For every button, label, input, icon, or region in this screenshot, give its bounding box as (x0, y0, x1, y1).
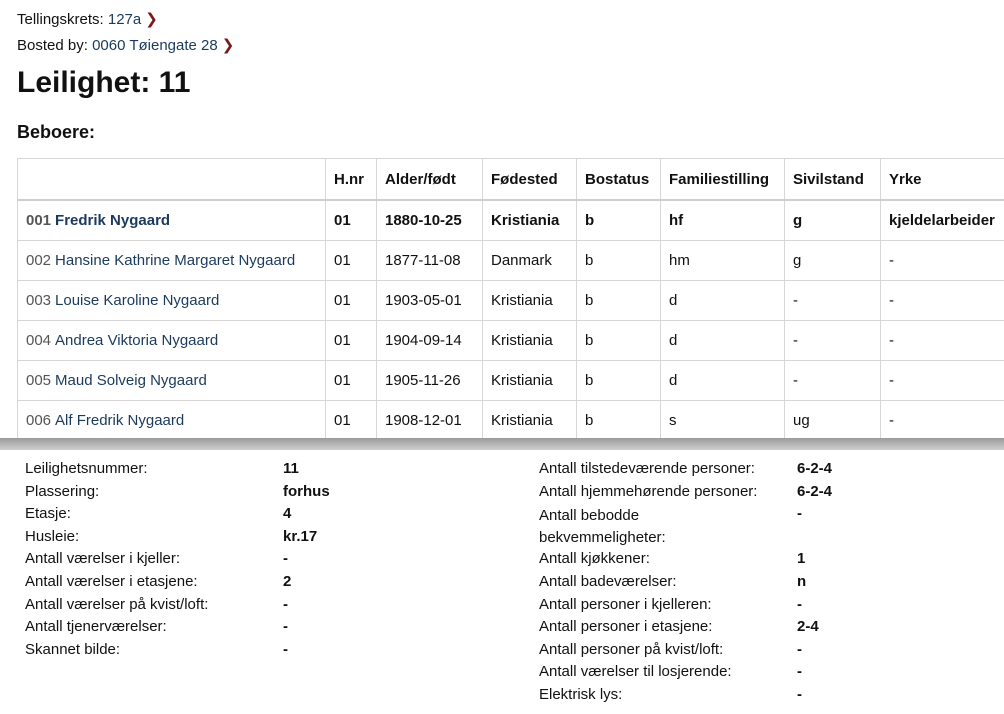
bosted-link[interactable]: 0060 Tøiengate 28 (92, 37, 218, 54)
tellingskrets-label: Tellingskrets: (17, 11, 104, 28)
chevron-right-icon[interactable]: ❯ (145, 11, 158, 28)
cell-hnr: 01 (326, 241, 377, 281)
info-value: - (797, 686, 802, 703)
info-label: Etasje: (25, 505, 71, 522)
cell-civil: ug (785, 401, 881, 441)
info-label: Antall personer i etasjene: (539, 618, 713, 635)
cell-family: d (661, 321, 785, 361)
table-row (18, 361, 1004, 401)
cell-birthplace: Kristiania (483, 321, 577, 361)
cell-family: hf (661, 200, 785, 241)
cell-birthplace: Kristiania (483, 281, 577, 321)
info-value: 6-2-4 (797, 460, 833, 477)
info-value: 1 (797, 550, 806, 567)
info-value: - (797, 663, 802, 680)
breadcrumb-bosted (17, 36, 234, 54)
info-value: - (797, 596, 802, 613)
person-id: 005 (26, 372, 52, 389)
cell-birthplace: Kristiania (483, 200, 577, 241)
cell-born: 1877-11-08 (377, 241, 483, 281)
info-label: Antall badeværelser: (539, 573, 677, 590)
cell-birthplace: Danmark (483, 241, 577, 281)
person-id: 001 (26, 212, 52, 229)
cell-bostatus: b (577, 401, 661, 441)
cell-bostatus: b (577, 200, 661, 241)
cell-bostatus: b (577, 321, 661, 361)
info-label: Antall bebodde bekvemmeligheter: (539, 507, 666, 546)
table-row (18, 200, 1004, 241)
info-value: forhus (283, 483, 330, 500)
table-row (18, 321, 1004, 361)
info-label: Antall værelser i kjeller: (25, 550, 181, 567)
column-header-family: Familiestilling (661, 159, 785, 201)
table-row (18, 281, 1004, 321)
cell-name (18, 321, 326, 361)
cell-bostatus: b (577, 281, 661, 321)
table-header-row (18, 159, 1004, 201)
column-header-birthplace: Fødested (483, 159, 577, 201)
info-label: Antall personer på kvist/loft: (539, 641, 724, 658)
cell-family: d (661, 281, 785, 321)
chevron-right-icon[interactable]: ❯ (221, 37, 235, 54)
cell-birthplace: Kristiania (483, 361, 577, 401)
cell-name (18, 361, 326, 401)
cell-civil: - (785, 321, 881, 361)
cell-born: 1904-09-14 (377, 321, 483, 361)
info-label: Antall hjemmehørende personer: (539, 483, 758, 500)
info-label: Skannet bilde: (25, 641, 121, 658)
cell-civil: g (785, 200, 881, 241)
person-id: 006 (26, 412, 52, 429)
info-value: - (797, 641, 802, 658)
info-value: 6-2-4 (797, 483, 833, 500)
info-label: Antall personer i kjelleren: (539, 596, 712, 613)
info-label: Plassering: (25, 483, 100, 500)
column-header-born: Alder/født (377, 159, 483, 201)
cell-hnr: 01 (326, 200, 377, 241)
person-id: 002 (26, 252, 52, 269)
person-name-link[interactable]: Fredrik Nygaard (55, 212, 171, 229)
info-value: - (797, 505, 802, 522)
bosted-label: Bosted by: (17, 37, 88, 54)
cell-occupation: - (881, 401, 1004, 441)
info-value: kr.17 (283, 528, 318, 545)
info-label: Antall kjøkkener: (539, 550, 650, 567)
column-header-occupation: Yrke (881, 159, 1004, 201)
info-label: Husleie: (25, 528, 80, 545)
section-divider (0, 438, 1004, 450)
person-name-link[interactable]: Maud Solveig Nygaard (55, 372, 207, 389)
person-name-link[interactable]: Hansine Kathrine Margaret Nygaard (55, 252, 296, 269)
cell-born: 1908-12-01 (377, 401, 483, 441)
info-label: Elektrisk lys: (539, 686, 623, 703)
column-header-hnr: H.nr (326, 159, 377, 201)
cell-hnr: 01 (326, 361, 377, 401)
cell-occupation: kjeldelarbeider (881, 200, 1004, 241)
info-value: 4 (283, 505, 292, 522)
table-row (18, 241, 1004, 281)
cell-born: 1903-05-01 (377, 281, 483, 321)
person-id: 004 (26, 332, 52, 349)
page-title: Leilighet: 11 (17, 66, 191, 99)
cell-hnr: 01 (326, 401, 377, 441)
cell-family: hm (661, 241, 785, 281)
person-name-link[interactable]: Andrea Viktoria Nygaard (55, 332, 219, 349)
cell-civil: - (785, 281, 881, 321)
person-id: 003 (26, 292, 52, 309)
info-value: n (797, 573, 807, 590)
cell-bostatus: b (577, 241, 661, 281)
cell-born: 1905-11-26 (377, 361, 483, 401)
cell-family: s (661, 401, 785, 441)
tellingskrets-link[interactable]: 127a (107, 11, 142, 28)
cell-civil: - (785, 361, 881, 401)
column-header-name (18, 159, 326, 201)
table-row (18, 401, 1004, 441)
person-name-link[interactable]: Louise Karoline Nygaard (55, 292, 220, 309)
info-label: Antall værelser på kvist/loft: (25, 596, 209, 613)
column-header-civil: Sivilstand (785, 159, 881, 201)
cell-name (18, 401, 326, 441)
cell-family: d (661, 361, 785, 401)
info-value: 11 (283, 460, 299, 477)
cell-hnr: 01 (326, 321, 377, 361)
cell-occupation: - (881, 321, 1004, 361)
cell-occupation: - (881, 281, 1004, 321)
cell-name (18, 281, 326, 321)
cell-occupation: - (881, 241, 1004, 281)
info-label: Antall værelser til losjerende: (539, 663, 732, 680)
cell-hnr: 01 (326, 281, 377, 321)
info-value: - (283, 596, 288, 613)
cell-born: 1880-10-25 (377, 200, 483, 241)
residents-heading: Beboere: (17, 122, 96, 142)
info-value: - (283, 550, 288, 567)
info-label: Antall tjenerværelser: (25, 618, 167, 635)
info-value: 2 (283, 573, 292, 590)
info-label: Antall tilstedeværende personer: (539, 460, 755, 477)
residents-table (17, 158, 1004, 441)
info-value: - (283, 641, 288, 658)
breadcrumb-tellingskrets (17, 10, 158, 28)
cell-name (18, 241, 326, 281)
cell-occupation: - (881, 361, 1004, 401)
cell-birthplace: Kristiania (483, 401, 577, 441)
info-label: Antall værelser i etasjene: (25, 573, 198, 590)
info-value: 2-4 (797, 618, 819, 635)
cell-bostatus: b (577, 361, 661, 401)
person-name-link[interactable]: Alf Fredrik Nygaard (55, 412, 185, 429)
cell-name (18, 200, 326, 241)
info-value: - (283, 618, 288, 635)
info-label: Leilighetsnummer: (25, 460, 148, 477)
cell-civil: g (785, 241, 881, 281)
column-header-bostatus: Bostatus (577, 159, 661, 201)
